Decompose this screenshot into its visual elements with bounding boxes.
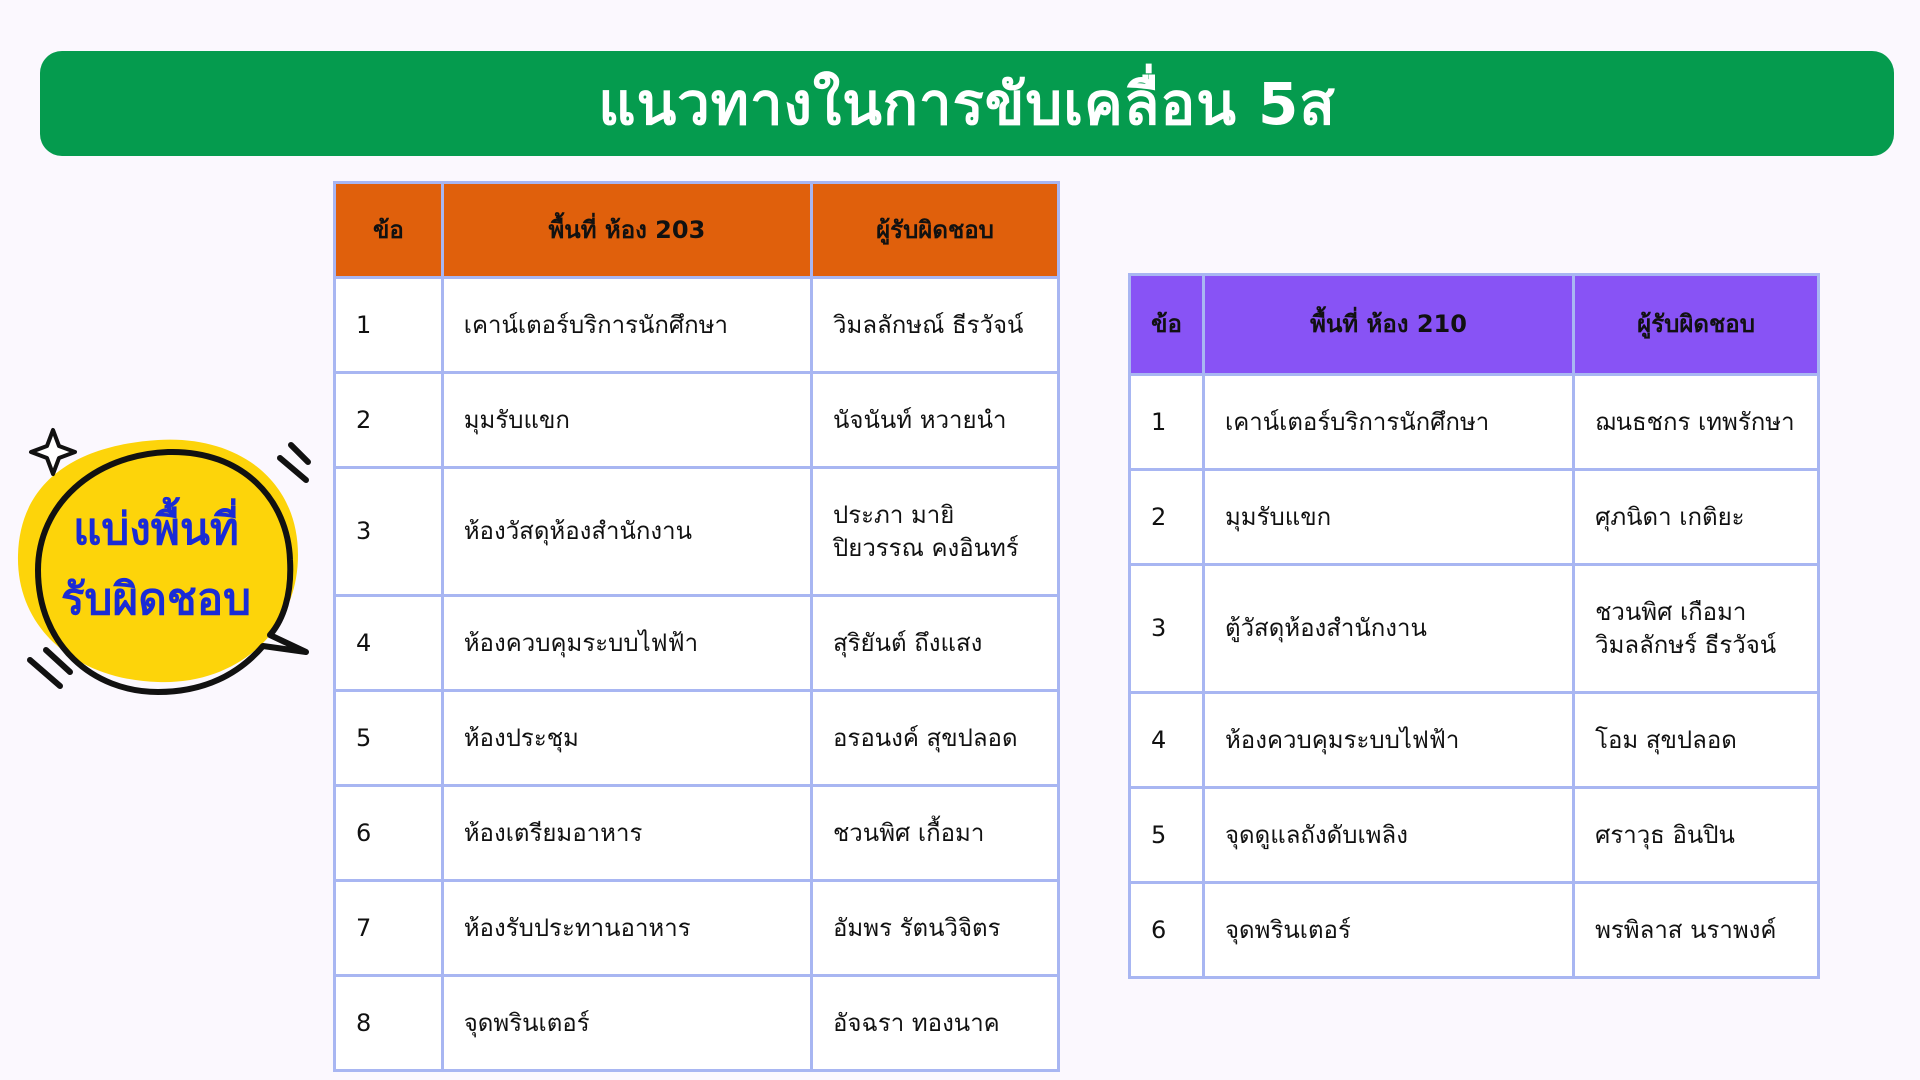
row-owner: ศราวุธ อินปิน [1574, 788, 1819, 883]
header-no: ข้อ [335, 183, 443, 278]
table-row [335, 691, 1059, 786]
table-header-row [335, 183, 1059, 278]
row-no: 4 [1130, 693, 1204, 788]
table-row [1130, 788, 1819, 883]
table-row [335, 278, 1059, 373]
row-owner: นัจนันท์ หวายนำ [812, 373, 1059, 468]
row-owner: ฌนธชกร เทพรักษา [1574, 375, 1819, 470]
row-area: จุดดูแลถังดับเพลิง [1203, 788, 1573, 883]
row-owner: อัจฉรา ทองนาค [812, 976, 1059, 1071]
row-no: 3 [335, 468, 443, 596]
row-area: เคาน์เตอร์บริการนักศึกษา [442, 278, 811, 373]
owner-name: ชวนพิศ เกือมา [1595, 597, 1747, 626]
row-area: มุมรับแขก [442, 373, 811, 468]
header-area: พื้นที่ ห้อง 203 [442, 183, 811, 278]
row-owner: ศุภนิดา เกติยะ [1574, 470, 1819, 565]
badge-text [26, 495, 286, 635]
row-area: ห้องควบคุมระบบไฟฟ้า [1203, 693, 1573, 788]
owner-name: วิมลลักษร์ ธีรวัจน์ [1595, 630, 1777, 659]
row-owner: ชวนพิศ เกื้อมา [812, 786, 1059, 881]
table-row [1130, 470, 1819, 565]
table-row [335, 468, 1059, 596]
row-owner: วิมลลักษณ์ ธีรวัจน์ [812, 278, 1059, 373]
badge-line-1: แบ่งพื้นที่ [73, 504, 239, 555]
row-no: 7 [335, 881, 443, 976]
table-room-203 [333, 181, 1060, 1072]
row-no: 6 [335, 786, 443, 881]
row-no: 4 [335, 596, 443, 691]
header-area: พื้นที่ ห้อง 210 [1203, 275, 1573, 375]
header-no: ข้อ [1130, 275, 1204, 375]
table-header-row [1130, 275, 1819, 375]
table-row [335, 786, 1059, 881]
row-area: ห้องรับประทานอาหาร [442, 881, 811, 976]
owner-name: ปิยวรรณ คงอินทร์ [833, 533, 1019, 562]
row-area: เคาน์เตอร์บริการนักศึกษา [1203, 375, 1573, 470]
row-area: มุมรับแขก [1203, 470, 1573, 565]
table-room-210 [1128, 273, 1820, 979]
title-banner [40, 51, 1894, 156]
row-area: ห้องประชุม [442, 691, 811, 786]
row-owner: โอม สุขปลอด [1574, 693, 1819, 788]
row-owner [812, 468, 1059, 596]
table-row [335, 881, 1059, 976]
row-no: 2 [1130, 470, 1204, 565]
table-row [1130, 375, 1819, 470]
header-owner: ผู้รับผิดชอบ [812, 183, 1059, 278]
table-row [1130, 565, 1819, 693]
badge-line-2: รับผิดชอบ [60, 574, 252, 625]
row-no: 6 [1130, 883, 1204, 978]
table-row [1130, 883, 1819, 978]
table-row [335, 976, 1059, 1071]
row-owner: สุริยันต์ ถึงแสง [812, 596, 1059, 691]
page-title: แนวทางในการขับเคลื่อน 5ส [598, 70, 1336, 138]
row-owner [1574, 565, 1819, 693]
row-no: 1 [1130, 375, 1204, 470]
row-owner: อัมพร รัตนวิจิตร [812, 881, 1059, 976]
row-area: ห้องควบคุมระบบไฟฟ้า [442, 596, 811, 691]
row-no: 5 [1130, 788, 1204, 883]
row-no: 2 [335, 373, 443, 468]
row-area: ห้องเตรียมอาหาร [442, 786, 811, 881]
row-owner: พรพิลาส นราพงค์ [1574, 883, 1819, 978]
row-no: 1 [335, 278, 443, 373]
table-row [1130, 693, 1819, 788]
row-area: ตู้วัสดุห้องสำนักงาน [1203, 565, 1573, 693]
row-owner: อรอนงค์ สุขปลอด [812, 691, 1059, 786]
row-no: 3 [1130, 565, 1204, 693]
row-area: ห้องวัสดุห้องสำนักงาน [442, 468, 811, 596]
row-area: จุดพรินเตอร์ [442, 976, 811, 1071]
table-row [335, 596, 1059, 691]
header-owner: ผู้รับผิดชอบ [1574, 275, 1819, 375]
table-row [335, 373, 1059, 468]
row-no: 5 [335, 691, 443, 786]
row-area: จุดพรินเตอร์ [1203, 883, 1573, 978]
row-no: 8 [335, 976, 443, 1071]
speech-bubble-badge [8, 420, 328, 710]
owner-name: ประภา มายิ [833, 500, 955, 529]
